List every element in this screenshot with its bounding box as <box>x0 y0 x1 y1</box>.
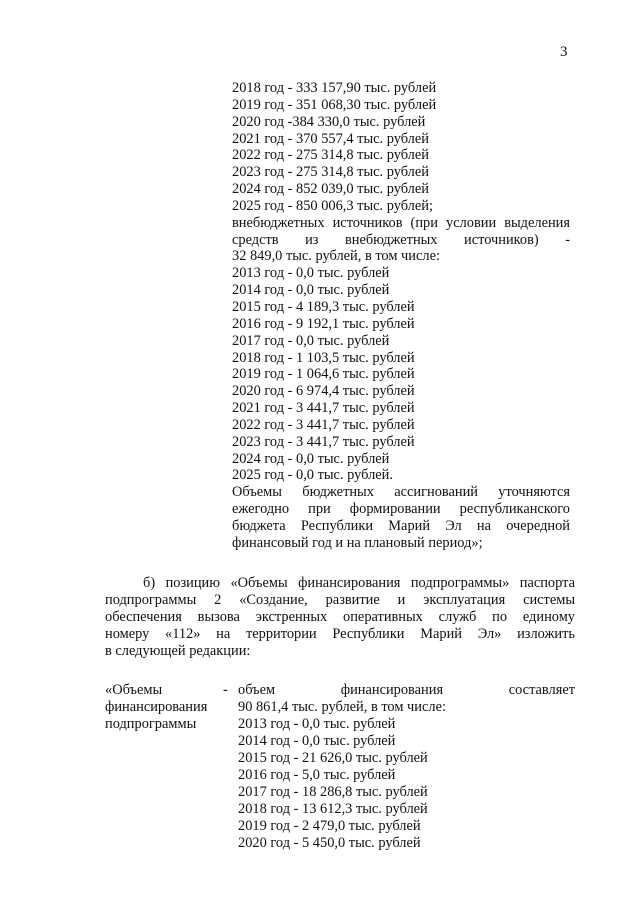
funding-line: 2024 год - 852 039,0 тыс. рублей <box>232 181 429 198</box>
table-dash: - <box>223 682 228 698</box>
funding-line: 2023 год - 275 314,8 тыс. рублей <box>232 164 429 181</box>
table-year-line: 2017 год - 18 286,8 тыс. рублей <box>238 784 428 800</box>
funding-line: 2020 год -384 330,0 тыс. рублей <box>232 113 426 130</box>
extrabudget-year-line: 2018 год - 1 103,5 тыс. рублей <box>232 349 415 366</box>
extrabudget-year-line: 2021 год - 3 441,7 тыс. рублей <box>232 400 415 417</box>
extrabudget-year-line: 2015 год - 4 189,3 тыс. рублей <box>232 298 415 315</box>
extrabudget-year-line: 2022 год - 3 441,7 тыс. рублей <box>232 416 415 433</box>
page-number: 3 <box>560 44 568 60</box>
paragraph-b <box>105 575 575 660</box>
extrabudget-year-line: 2017 год - 0,0 тыс. рублей <box>232 332 390 349</box>
funding-line: 2025 год - 850 006,3 тыс. рублей; <box>232 197 433 214</box>
table-year-line: 2016 год - 5,0 тыс. рублей <box>238 767 396 783</box>
funding-column <box>232 80 570 552</box>
table-year-line: 2019 год - 2 479,0 тыс. рублей <box>238 818 421 834</box>
table-year-line: 2014 год - 0,0 тыс. рублей <box>238 733 396 749</box>
table-year-line: 2018 год - 13 612,3 тыс. рублей <box>238 801 428 817</box>
paragraph-b-line-1: б) позицию «Объемы финансирования подпрограммы» паспорта <box>143 575 575 591</box>
table-year-line: 2020 год - 5 450,0 тыс. рублей <box>238 835 421 851</box>
clarification-line-2: ежегодно при формировании республиканского <box>232 501 570 518</box>
extrabudget-year-line: 2025 год - 0,0 тыс. рублей. <box>232 467 393 484</box>
extrabudget-year-line: 2024 год - 0,0 тыс. рублей <box>232 450 390 467</box>
paragraph-b-line-3: обеспечения вызова экстренных оперативных служб по единому <box>105 609 575 625</box>
extrabudget-year-line: 2014 год - 0,0 тыс. рублей <box>232 282 390 299</box>
extrabudget-year-line: 2023 год - 3 441,7 тыс. рублей <box>232 433 415 450</box>
paragraph-b-line-4: номеру «112» на территории Республики Марий Эл» изложить <box>105 626 575 642</box>
table-year-line: 2015 год - 21 626,0 тыс. рублей <box>238 750 428 766</box>
clarification-line-4: финансовый год и на плановый период»; <box>232 534 483 551</box>
funding-line: 2021 год - 370 557,4 тыс. рублей <box>232 130 429 147</box>
table-left-line-2: финансирования <box>105 699 208 715</box>
funding-line: 2019 год - 351 068,30 тыс. рублей <box>232 96 437 113</box>
extrabudget-year-line: 2016 год - 9 192,1 тыс. рублей <box>232 315 415 332</box>
extrabudget-year-line: 2019 год - 1 064,6 тыс. рублей <box>232 366 415 383</box>
paragraph-b-line-5: в следующей редакции: <box>105 643 251 659</box>
table-left-cell <box>105 682 230 733</box>
table-year-line: 2013 год - 0,0 тыс. рублей <box>238 716 396 732</box>
clarification-line-1: Объемы бюджетных ассигнований уточняются <box>232 484 570 501</box>
extrabudget-line-2: средств из внебюджетных источников) - <box>232 231 570 248</box>
extrabudget-line-3: 32 849,0 тыс. рублей, в том числе: <box>232 248 440 265</box>
funding-line: 2018 год - 333 157,90 тыс. рублей <box>232 80 437 96</box>
table-left-line-3: подпрограммы <box>105 716 197 732</box>
table-right-cell <box>238 682 575 852</box>
extrabudget-year-line: 2020 год - 6 974,4 тыс. рублей <box>232 383 415 400</box>
paragraph-b-line-2: подпрограммы 2 «Создание, развитие и эксплуатация системы <box>105 592 575 608</box>
funding-line: 2022 год - 275 314,8 тыс. рублей <box>232 147 429 164</box>
table-left-line-1: «Объемы <box>105 682 163 698</box>
extrabudget-year-line: 2013 год - 0,0 тыс. рублей <box>232 265 390 282</box>
table-right-line-2: 90 861,4 тыс. рублей, в том числе: <box>238 699 446 715</box>
clarification-line-3: бюджета Республики Марий Эл на очередной <box>232 517 570 534</box>
table-right-line-1: объем финансирования составляет <box>238 682 575 698</box>
extrabudget-line-1: внебюджетных источников (при условии выделения <box>232 214 570 231</box>
